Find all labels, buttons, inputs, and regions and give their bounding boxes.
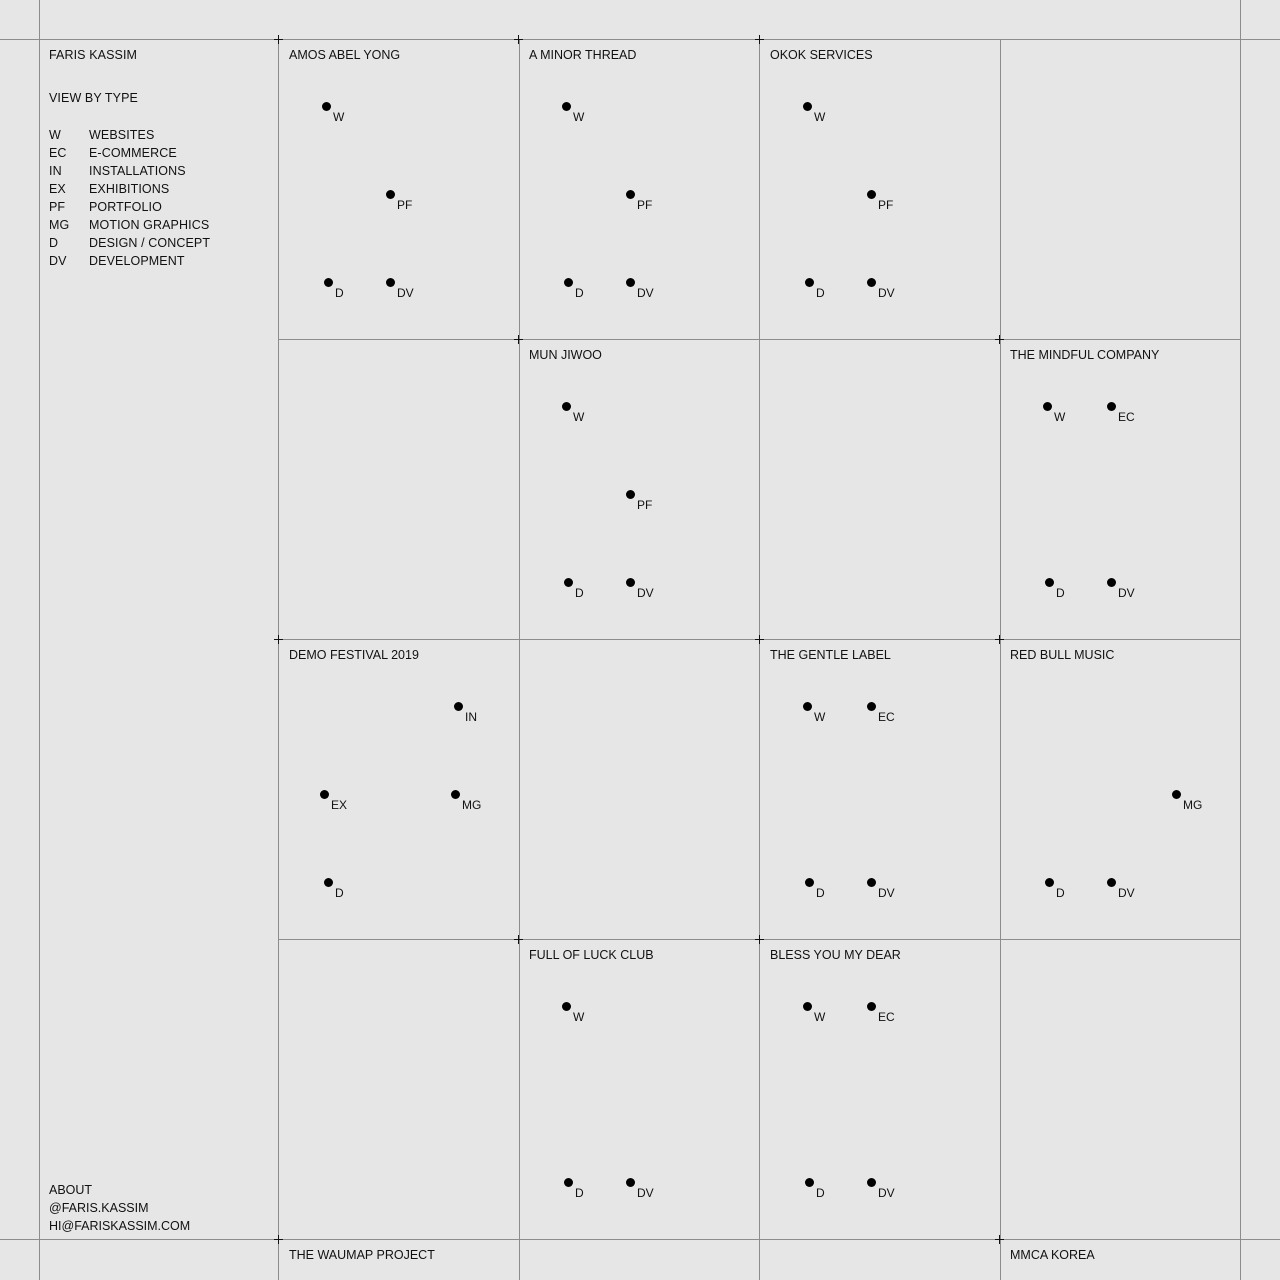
type-code-label: D <box>335 286 344 300</box>
project-title-link[interactable]: RED BULL MUSIC <box>1010 648 1115 662</box>
project-title-link[interactable]: MUN JIWOO <box>529 348 602 362</box>
type-dot-icon <box>386 190 395 199</box>
view-by-type-heading: VIEW BY TYPE <box>49 91 138 105</box>
legend-label: DEVELOPMENT <box>89 254 185 268</box>
type-code-label: DV <box>397 286 414 300</box>
type-dot-icon <box>1107 878 1116 887</box>
type-dot-icon <box>805 1178 814 1187</box>
legend-item-e-commerce[interactable] <box>49 144 274 162</box>
type-dot-icon <box>320 790 329 799</box>
type-code-label: W <box>333 110 345 124</box>
type-code-label: W <box>814 710 826 724</box>
project-title-link[interactable]: A MINOR THREAD <box>529 48 637 62</box>
type-code-label: D <box>816 1186 825 1200</box>
project-cell <box>519 940 759 1240</box>
project-title-link[interactable]: BLESS YOU MY DEAR <box>770 948 901 962</box>
project-cell <box>279 1240 519 1280</box>
grid-line-vertical <box>39 0 40 1280</box>
type-code-label: DV <box>637 586 654 600</box>
sidebar <box>49 46 274 270</box>
legend-label: E-COMMERCE <box>89 146 177 160</box>
type-code-label: EX <box>331 798 348 812</box>
project-title-link[interactable]: THE GENTLE LABEL <box>770 648 891 662</box>
type-code-label: D <box>335 886 344 900</box>
type-code-label: IN <box>465 710 477 724</box>
type-code-label: DV <box>878 286 895 300</box>
project-cell <box>760 640 1000 940</box>
legend-code: W <box>49 128 61 142</box>
type-dot-icon <box>867 278 876 287</box>
type-code-label: W <box>573 1010 585 1024</box>
about-link[interactable]: ABOUT <box>49 1183 93 1197</box>
type-dot-icon <box>867 1178 876 1187</box>
type-code-label: D <box>816 886 825 900</box>
project-cell <box>1000 1240 1240 1280</box>
legend-label: PORTFOLIO <box>89 200 162 214</box>
type-code-label: EC <box>1118 410 1135 424</box>
type-dot-icon <box>867 190 876 199</box>
grid-line-vertical <box>1240 0 1241 1280</box>
legend-label: MOTION GRAPHICS <box>89 218 210 232</box>
legend-code: D <box>49 236 59 250</box>
type-dot-icon <box>322 102 331 111</box>
legend-label: DESIGN / CONCEPT <box>89 236 211 250</box>
type-dot-icon <box>1043 402 1052 411</box>
legend-item-websites[interactable] <box>49 126 274 144</box>
project-cell <box>519 40 759 340</box>
project-title-link[interactable]: THE WAUMAP PROJECT <box>289 1248 435 1262</box>
legend-item-exhibitions[interactable] <box>49 180 274 198</box>
legend-code: DV <box>49 254 67 268</box>
type-code-label: EC <box>878 1010 895 1024</box>
type-dot-icon <box>1172 790 1181 799</box>
type-code-label: W <box>814 110 826 124</box>
type-dot-icon <box>1045 878 1054 887</box>
type-dot-icon <box>451 790 460 799</box>
type-dot-icon <box>867 1002 876 1011</box>
type-dot-icon <box>803 702 812 711</box>
type-code-label: DV <box>637 286 654 300</box>
legend-label: INSTALLATIONS <box>89 164 186 178</box>
type-dot-icon <box>867 878 876 887</box>
project-title-link[interactable]: FULL OF LUCK CLUB <box>529 948 654 962</box>
type-code-label: D <box>575 586 584 600</box>
type-code-label: PF <box>397 198 413 212</box>
legend-item-design-concept[interactable] <box>49 234 274 252</box>
type-dot-icon <box>564 1178 573 1187</box>
type-code-label: D <box>1056 886 1065 900</box>
type-dot-icon <box>1045 578 1054 587</box>
type-code-label: W <box>814 1010 826 1024</box>
project-cell <box>279 40 519 340</box>
type-code-label: DV <box>878 1186 895 1200</box>
legend-label: EXHIBITIONS <box>89 182 170 196</box>
type-dot-icon <box>867 702 876 711</box>
type-dot-icon <box>562 1002 571 1011</box>
type-dot-icon <box>324 878 333 887</box>
type-dot-icon <box>803 102 812 111</box>
type-code-label: D <box>1056 586 1065 600</box>
project-title-link[interactable]: THE MINDFUL COMPANY <box>1010 348 1160 362</box>
type-dot-icon <box>564 578 573 587</box>
project-cell <box>1000 640 1240 940</box>
type-code-label: PF <box>637 198 653 212</box>
type-code-label: DV <box>637 1186 654 1200</box>
type-legend <box>49 126 274 270</box>
legend-code: IN <box>49 164 62 178</box>
type-dot-icon <box>805 878 814 887</box>
type-dot-icon <box>454 702 463 711</box>
type-code-label: DV <box>1118 886 1135 900</box>
type-dot-icon <box>803 1002 812 1011</box>
type-code-label: D <box>575 1186 584 1200</box>
type-code-label: D <box>816 286 825 300</box>
legend-item-motion-graphics[interactable] <box>49 216 274 234</box>
legend-code: MG <box>49 218 70 232</box>
type-code-label: W <box>1054 410 1066 424</box>
type-code-label: MG <box>462 798 482 812</box>
legend-code: EX <box>49 182 66 196</box>
project-cell <box>760 940 1000 1240</box>
project-title-link[interactable]: DEMO FESTIVAL 2019 <box>289 648 419 662</box>
project-cell <box>519 340 759 640</box>
footer-links <box>49 1181 190 1235</box>
type-code-label: W <box>573 410 585 424</box>
type-dot-icon <box>626 278 635 287</box>
project-title-link[interactable]: MMCA KOREA <box>1010 1248 1095 1262</box>
project-cell <box>760 40 1000 340</box>
type-dot-icon <box>626 190 635 199</box>
type-code-label: DV <box>878 886 895 900</box>
legend-item-development[interactable] <box>49 252 274 270</box>
type-dot-icon <box>562 102 571 111</box>
legend-item-installations[interactable] <box>49 162 274 180</box>
type-dot-icon <box>1107 578 1116 587</box>
instagram-link[interactable]: @FARIS.KASSIM <box>49 1201 149 1215</box>
type-dot-icon <box>626 490 635 499</box>
type-code-label: W <box>573 110 585 124</box>
type-dot-icon <box>626 1178 635 1187</box>
type-code-label: DV <box>1118 586 1135 600</box>
type-code-label: PF <box>637 498 653 512</box>
type-code-label: D <box>575 286 584 300</box>
type-dot-icon <box>324 278 333 287</box>
legend-code: PF <box>49 200 66 214</box>
project-cell <box>279 640 519 940</box>
type-dot-icon <box>805 278 814 287</box>
type-code-label: MG <box>1183 798 1203 812</box>
project-title-link[interactable]: OKOK SERVICES <box>770 48 873 62</box>
type-code-label: PF <box>878 198 894 212</box>
legend-item-portfolio[interactable] <box>49 198 274 216</box>
type-dot-icon <box>626 578 635 587</box>
legend-label: WEBSITES <box>89 128 155 142</box>
legend-code: EC <box>49 146 67 160</box>
type-dot-icon <box>386 278 395 287</box>
type-dot-icon <box>564 278 573 287</box>
project-title-link[interactable]: AMOS ABEL YONG <box>289 48 401 62</box>
site-name-link[interactable]: FARIS KASSIM <box>49 48 138 62</box>
email-link[interactable]: HI@FARISKASSIM.COM <box>49 1219 191 1233</box>
project-cell <box>1000 340 1240 640</box>
type-dot-icon <box>562 402 571 411</box>
type-code-label: EC <box>878 710 895 724</box>
type-dot-icon <box>1107 402 1116 411</box>
